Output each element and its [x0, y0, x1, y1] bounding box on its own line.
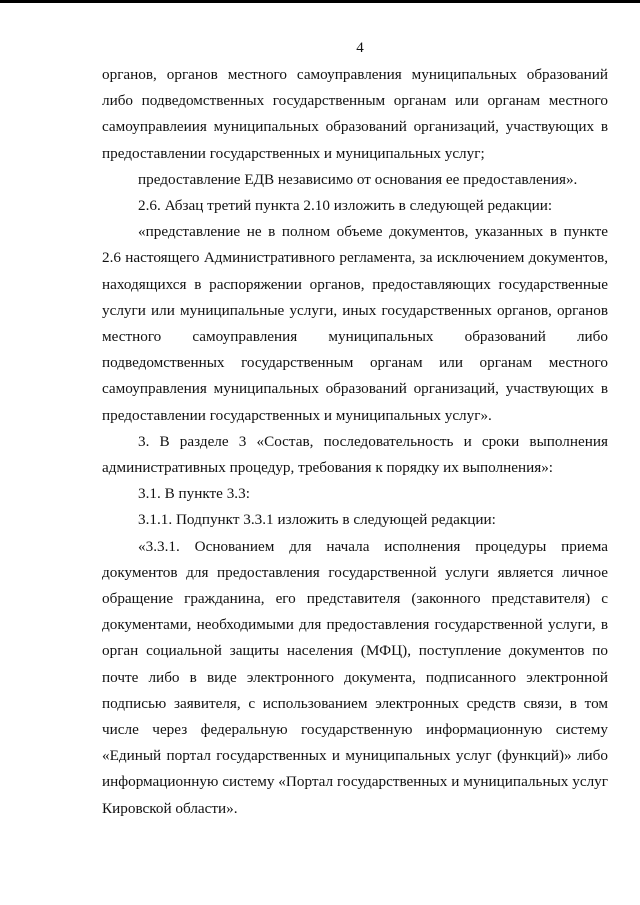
- page-number: 4: [356, 40, 364, 56]
- paragraph-3-1: 3.1. В пункте 3.3:: [138, 485, 250, 503]
- paragraph-continuation: органов, органов местного самоуправления муниципальных образований либо подведомственных государственным органам или органам местного самоуправлеиия муниципальных образований организаций, участвующих в предоставлении государственных и муниципальных услуг;: [102, 66, 608, 162]
- paragraph-quote-representation: «представление не в полном объеме документов, указанных в пункте 2.6 настоящего Административного регламента, за исключением документов, находящихся в распоряжении органов, предоставляющих государственные услуги или муниципальные услуги, иных государственных органов, органов местного самоуправления муниципальных образований либо подведомственных государственным органам или органам местного самоуправления муниципальных образований организаций, участвующих в предоставлении государственных и муниципальных услуг».: [102, 223, 608, 424]
- paragraph-edv: предоставление ЕДВ независимо от основания ее предоставления».: [138, 170, 578, 188]
- paragraph-quote-3-3-1: «3.3.1. Основанием для начала исполнения процедуры приема документов для предоставления государственной услуги является личное обращение гражданина, его представителя (законного представителя) с документами, необходимыми для предоставления государственной услуги, в орган социальной защиты населения (МФЦ), поступление документов по почте либо в виде электронного документа, подписанного электронной подписью заявителя, с использованием электронных средств связи, в том числе через федеральную государственную информационную систему «Единый портал государственных и муниципальных услуг (функций)» либо информационную систему «Портал государственных и муниципальных услуг Кировской области».: [102, 537, 608, 817]
- paragraph-section-3: 3. В разделе 3 «Состав, последовательность и сроки выполнения административных процедур, требования к порядку их выполнения»:: [102, 432, 608, 477]
- paragraph-2-6: 2.6. Абзац третий пункта 2.10 изложить в следующей редакции:: [138, 197, 553, 215]
- document-body: [102, 62, 608, 822]
- page-top-edge: [0, 0, 640, 3]
- paragraph-3-1-1: 3.1.1. Подпункт 3.3.1 изложить в следующей редакции:: [138, 511, 496, 529]
